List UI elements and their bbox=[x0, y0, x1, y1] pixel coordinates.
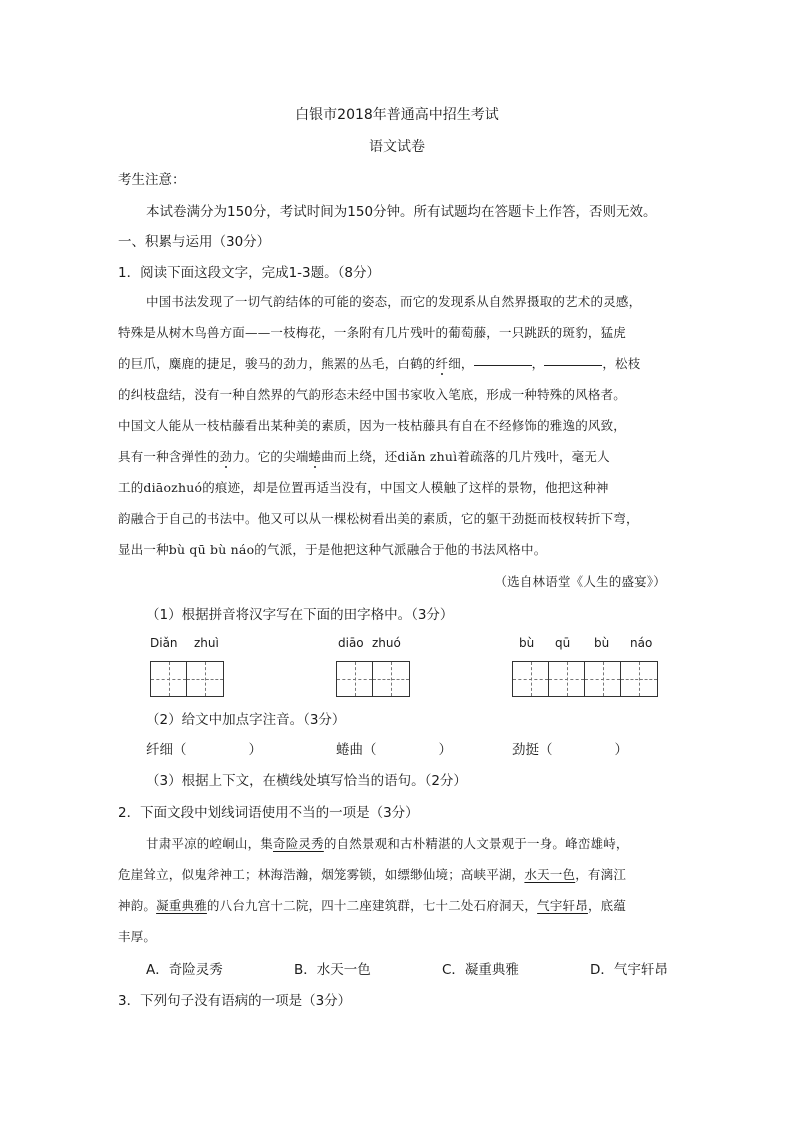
question-3-stem: 3．下列句子没有语病的一项是（3分） bbox=[118, 993, 352, 1009]
grid-cell[interactable] bbox=[549, 662, 585, 696]
grid-cell[interactable] bbox=[621, 662, 657, 696]
passage-text: 危崖耸立，似鬼斧神工；林海浩瀚，烟笼雾锁，如缥缈仙境；高峡平湖， bbox=[118, 867, 525, 882]
grid-cell[interactable] bbox=[373, 662, 409, 696]
pinyin-label: Diǎn bbox=[150, 636, 178, 650]
passage-line: 的纠枝盘结，没有一种自然界的气韵形态未经中国书家收入笔底，形成一种特殊的风格者。 bbox=[118, 387, 627, 402]
passage-line bbox=[146, 834, 629, 852]
passage-line bbox=[118, 447, 610, 465]
answer-close: ） bbox=[614, 742, 628, 758]
underlined-term: 奇险灵秀 bbox=[273, 836, 324, 851]
grid-cell[interactable] bbox=[337, 662, 373, 696]
passage-text: 具有一种含弹性的 bbox=[118, 449, 220, 464]
passage-line: 韵融合于自己的书法中。他又可以从一棵松树看出美的素质，它的躯干劲挺而枝杈转折下弯， bbox=[118, 511, 639, 526]
exam-subtitle: 语文试卷 bbox=[369, 139, 425, 155]
grid-cell[interactable] bbox=[151, 662, 187, 696]
passage-text: 的八台九宫十二院，四十二座建筑群，七十二处石府洞天， bbox=[206, 898, 538, 913]
passage-text: 细， bbox=[448, 356, 474, 371]
passage-text: ，有漓江 bbox=[575, 867, 627, 882]
grid-cell[interactable] bbox=[585, 662, 621, 696]
pinyin-label: zhuì bbox=[194, 636, 219, 650]
fill-blank[interactable] bbox=[544, 364, 602, 366]
passage-text: ，松枝 bbox=[602, 356, 641, 371]
answer-close: ） bbox=[438, 742, 452, 758]
answer-word: 蜷曲（ bbox=[336, 742, 377, 758]
answer-word: 纤细（ bbox=[146, 742, 187, 758]
pinyin-answer-3[interactable] bbox=[512, 738, 628, 758]
passage-line: 丰厚。 bbox=[118, 929, 157, 944]
passage-text: 力。它的尖端 bbox=[232, 449, 309, 464]
grid-cell[interactable] bbox=[187, 662, 223, 696]
passage-line bbox=[118, 354, 640, 372]
passage-line: 特殊是从树木鸟兽方面——一枝梅花，一条附有几片残叶的葡萄藤，一只跳跃的斑豹，猛虎 bbox=[118, 325, 627, 340]
dotted-char: 劲 bbox=[219, 449, 233, 464]
pinyin-label: náo bbox=[630, 636, 653, 650]
notice-text: 本试卷满分为150分，考试时间为150分钟。所有试题均在答题卡上作答，否则无效。 bbox=[146, 204, 657, 220]
pinyin-label: diāo bbox=[338, 636, 364, 650]
option-a[interactable]: A．奇险灵秀 bbox=[146, 962, 223, 978]
pinyin-label: bù bbox=[519, 636, 535, 650]
answer-word: 劲挺（ bbox=[512, 742, 553, 758]
passage-text: ，底蕴 bbox=[587, 898, 627, 913]
dotted-char: 纤 bbox=[435, 356, 449, 371]
option-b[interactable]: B．水天一色 bbox=[294, 962, 371, 978]
underlined-term: 凝重典雅 bbox=[156, 898, 207, 913]
tianzige-grid-2[interactable] bbox=[336, 661, 410, 697]
tianzige-grid-3[interactable] bbox=[512, 661, 658, 697]
passage-line bbox=[118, 896, 626, 914]
exam-title: 白银市2018年普通高中招生考试 bbox=[295, 107, 499, 123]
passage-source: （选自林语堂《人生的盛宴》） bbox=[494, 574, 666, 589]
pinyin-label: zhuó bbox=[372, 636, 401, 650]
passage-text: 甘肃平凉的崆峒山，集 bbox=[146, 836, 274, 851]
underlined-term: 水天一色 bbox=[524, 867, 576, 882]
question-2-stem: 2．下面文段中划线词语使用不当的一项是（3分） bbox=[118, 805, 419, 821]
sub-question-3: （3）根据上下文，在横线处填写恰当的语句。（2分） bbox=[146, 773, 467, 789]
passage-line: 显出一种bù qū bù náo的气派，于是他把这种气派融合于他的书法风格中。 bbox=[118, 542, 547, 557]
passage-text: ， bbox=[531, 356, 545, 371]
section-title: 一、积累与运用（30分） bbox=[118, 234, 271, 250]
grid-cell[interactable] bbox=[513, 662, 549, 696]
passage-line: 中国书法发现了一切气韵结体的可能的姿态，而它的发现系从自然界摄取的艺术的灵感， bbox=[146, 294, 642, 309]
pinyin-answer-1[interactable] bbox=[146, 738, 262, 758]
fill-blank[interactable] bbox=[474, 364, 532, 366]
passage-text: 神韵。 bbox=[118, 898, 157, 913]
sub-question-2: （2）给文中加点字注音。（3分） bbox=[146, 712, 346, 728]
passage-text: 曲而上绕，还diǎn zhuì着疏落的几片残叶，毫无人 bbox=[321, 449, 610, 464]
pinyin-answer-2[interactable] bbox=[336, 738, 452, 758]
passage-text: 的自然景观和古朴精湛的人文景观于一身。峰峦雄峙， bbox=[323, 836, 629, 851]
sub-question-1: （1）根据拼音将汉字写在下面的田字格中。（3分） bbox=[146, 607, 454, 623]
question-1-stem: 1．阅读下面这段文字，完成1-3题。（8分） bbox=[118, 265, 380, 281]
passage-line bbox=[118, 865, 626, 883]
answer-close: ） bbox=[248, 742, 262, 758]
tianzige-grid-1[interactable] bbox=[150, 661, 224, 697]
passage-text: 的巨爪，麋鹿的捷足，骏马的劲力，熊罴的丛毛，白鹤的 bbox=[118, 356, 436, 371]
dotted-char: 蜷 bbox=[308, 449, 322, 464]
underlined-term: 气宇轩昂 bbox=[537, 898, 588, 913]
passage-line: 工的diāozhuó的痕迹，却是位置再适当没有，中国文人模触了这样的景物，他把这种神 bbox=[118, 480, 609, 495]
passage-line: 中国文人能从一枝枯藤看出某种美的素质，因为一枝枯藤具有自在不经修饰的雅逸的风致， bbox=[118, 418, 627, 433]
pinyin-label: bù bbox=[594, 636, 610, 650]
option-c[interactable]: C．凝重典雅 bbox=[442, 962, 519, 978]
pinyin-label: qū bbox=[555, 636, 571, 650]
notice-label: 考生注意： bbox=[118, 172, 186, 188]
option-d[interactable]: D．气宇轩昂 bbox=[590, 962, 668, 978]
